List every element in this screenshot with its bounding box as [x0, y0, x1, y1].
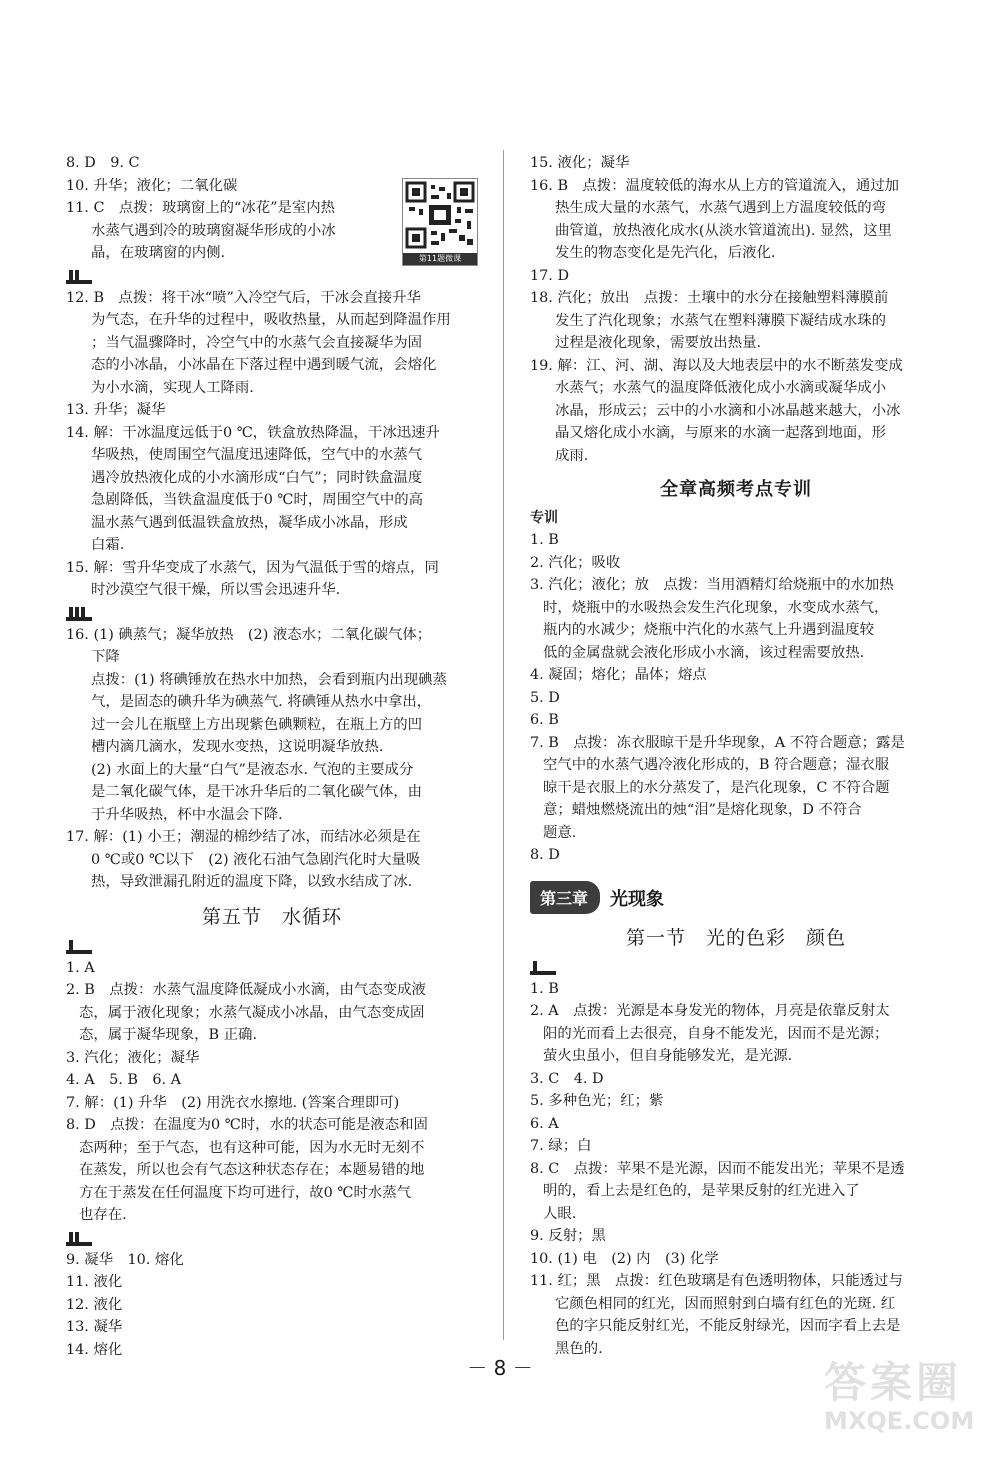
- answer-line: 9. 凝华 10. 熔化: [66, 1251, 184, 1268]
- chapter-heading: [530, 881, 942, 915]
- answer-line: 5. D: [530, 689, 560, 706]
- answer-line: 8. D 9. C: [66, 155, 140, 171]
- answer-line: 1. A: [66, 959, 95, 976]
- answer-line: 2. 汽化；吸收: [530, 554, 621, 571]
- answer-line: 气，是固态的碘升华为碘蒸气. 将碘锤从热水中拿出，: [91, 694, 432, 710]
- answer-line: 14. 解：干冰温度远低于0 ℃，铁盒放热降温，干冰迅速升: [66, 424, 440, 441]
- answer-line: 7. B 点拨：冻衣服晾干是升华现象，A 不符合题意；露是: [530, 734, 905, 751]
- answer-line: 它颜色相同的红光，因而照射到白墙有红色的光斑. 红: [555, 1295, 896, 1312]
- chapter-badge: 第三章: [530, 881, 600, 914]
- answer-line: 人眼.: [543, 1205, 577, 1222]
- answer-line: 也存在.: [79, 1207, 127, 1223]
- answer-line: 热，导致泄漏孔附近的温度下降，以致水结成了冰.: [91, 874, 413, 890]
- answer-line: 6. B: [530, 712, 559, 728]
- answer-line: 时沙漠空气很干燥，所以雪会迅速升华.: [91, 582, 341, 598]
- answer-line: 1. B: [530, 532, 559, 548]
- answer-line: 是二氧化碳气体，是干冰升华后的二氧化碳气体，由: [91, 784, 422, 800]
- answer-line: 晶又熔化成小水滴，与原来的水滴一起落到地面，形: [555, 425, 886, 441]
- answer-line: 16. B 点拨：温度较低的海水从上方的管道流入，通过加: [530, 177, 900, 194]
- level-bars-icon: [66, 938, 92, 954]
- answer-line: 8. D: [530, 847, 560, 863]
- answer-line: 遇冷放热液化成的小水滴形成“白气”；同时铁盒温度: [91, 469, 423, 486]
- level-1-marker: [66, 935, 478, 957]
- answer-line: 意；蜡烛燃烧流出的烛“泪”是熔化现象，D 不符合: [543, 802, 862, 818]
- qr-code: [402, 178, 478, 266]
- level-2-marker: [66, 1227, 478, 1249]
- answer-line: 黑色的.: [555, 1340, 603, 1357]
- answer-line: 华吸热，使周围空气温度迅速降低，空气中的水蒸气: [91, 447, 422, 463]
- answer-line: 于升华吸热，杯中水温会下降.: [91, 806, 283, 823]
- answer-line: 萤火虫虽小，但自身能够发光，是光源.: [543, 1048, 793, 1064]
- answer-line: 3. 汽化；液化；放 点拨：当用酒精灯给烧瓶中的水加热: [530, 577, 894, 593]
- answer-line: ；当气温骤降时，冷空气中的水蒸气会直接凝华为固: [91, 334, 422, 351]
- watermark-stamp-text: 答案圈: [824, 1358, 963, 1407]
- answer-line: 8. D 点拨：在温度为0 ℃时，水的状态可能是液态和固: [66, 1117, 428, 1133]
- answer-line: 在蒸发，所以也会有气态这种状态存在；本题易错的地: [79, 1162, 425, 1178]
- answer-line: 热生成大量的水蒸气，水蒸气遇到上方温度较低的弯: [555, 200, 886, 216]
- answer-line: 晶，在玻璃窗的内侧.: [91, 245, 226, 261]
- answer-line: 时，烧瓶中的水吸热会发生汽化现象，水变成水蒸气，: [543, 599, 889, 616]
- answer-line: 急剧降低，当铁盒温度低于0 ℃时，周围空气中的高: [91, 492, 424, 508]
- answer-line: 3. C 4. D: [530, 1070, 604, 1087]
- answer-line: 7. 解：(1) 升华 (2) 用洗衣水擦地. (答案合理即可): [66, 1094, 400, 1111]
- answer-line: 11. 红；黑 点拨：红色玻璃是有色透明物体，只能透过与: [530, 1273, 903, 1289]
- answer-line: 4. A 5. B 6. A: [66, 1072, 182, 1088]
- answer-line: 为气态，在升华的过程中，吸收热量，从而起到降温作用: [91, 312, 451, 328]
- answer-line: 晾干是衣服上的水分蒸发了，是汽化现象，C 不符合题: [543, 779, 890, 796]
- answer-line: 1. B: [530, 980, 559, 997]
- column-divider: [503, 150, 504, 1340]
- answer-line: 13. 升华；凝华: [66, 402, 166, 418]
- answer-line: 为小水滴，实现人工降雨.: [91, 379, 254, 396]
- answer-line: 10. (1) 电 (2) 内 (3) 化学: [530, 1250, 719, 1267]
- watermark-stamp-url: MXQE.COM: [824, 1407, 975, 1435]
- answer-line: 下降: [91, 649, 120, 665]
- answer-line: 16. (1) 碘蒸气；凝华放热 (2) 液态水；二氧化碳气体；: [66, 626, 432, 643]
- answer-line: 槽内滴几滴水，发现水变热，这说明凝华放热.: [91, 739, 384, 755]
- answer-line: 10. 升华；液化；二氧化碳: [66, 177, 238, 194]
- answer-line: 瓶内的水减少；烧瓶中汽化的水蒸气上升遇到温度较: [543, 622, 874, 638]
- answer-line: 曲管道，放热液化成水(从淡水管道流出). 显然，这里: [555, 222, 892, 239]
- answer-line: 明的，看上去是红色的，是苹果反射的红光进入了: [543, 1183, 860, 1199]
- answer-line: 空气中的水蒸气遇冷液化形成的，B 符合题意；湿衣服: [543, 757, 890, 773]
- answer-line: 态，属于液化现象；水蒸气凝成小冰晶，由气态变成固: [79, 1004, 425, 1021]
- answer-line: 色的字只能反射红光，不能反射绿光，因而字看上去是: [555, 1318, 901, 1334]
- left-column: [66, 152, 478, 1361]
- answer-line: 19. 解：江、河、湖、海以及大地表层中的水不断蒸发变成: [530, 357, 903, 374]
- answer-line: 点拨：(1) 将碘锤放在热水中加热，会看到瓶内出现碘蒸: [91, 671, 447, 688]
- answer-line: 9. 反射；黑: [530, 1228, 606, 1244]
- qr-caption: 第11题微课: [403, 253, 477, 265]
- answer-line: 温水蒸气遇到低温铁盒放热，凝华成小冰晶，形成: [91, 514, 408, 531]
- answer-line: 冰晶，形成云；云中的小水滴和小冰晶越来越大，小冰: [555, 402, 901, 419]
- page-number: － 8 －: [467, 1356, 533, 1380]
- answer-line: 12. 液化: [66, 1296, 123, 1313]
- answer-line: 低的金属盘就会液化形成小水滴，该过程需要放热.: [543, 644, 865, 661]
- answer-line: 4. 凝固；熔化；晶体；熔点: [530, 667, 707, 683]
- right-column: [530, 152, 942, 1360]
- level-bars-icon: [66, 605, 92, 621]
- section-title: 全章高频考点专训: [660, 479, 812, 500]
- answer-line: 7. 绿；白: [530, 1138, 592, 1154]
- answer-line: 过程是液化现象，需要放出热量.: [555, 335, 762, 351]
- answer-line: 11. C 点拨：玻璃窗上的“冰花”是室内热: [66, 200, 336, 216]
- answer-line: 态，属于凝华现象，B 正确.: [79, 1027, 258, 1043]
- level-3-marker: [66, 602, 478, 624]
- answer-line: 17. 解：(1) 小王；潮湿的棉纱结了冰，而结冰必须是在: [66, 829, 421, 845]
- answer-line: 2. B 点拨：水蒸气温度降低凝成小水滴，由气态变成液: [66, 982, 426, 998]
- level-1-marker: [530, 956, 942, 978]
- answer-line: 13. 凝华: [66, 1319, 123, 1335]
- answer-line: 17. D: [530, 267, 569, 284]
- answer-line: (2) 水面上的大量“白气”是液态水. 气泡的主要成分: [91, 761, 414, 778]
- answer-line: 方在于蒸发在任何温度下均可进行，故0 ℃时水蒸气: [79, 1184, 412, 1201]
- chapter-title: 光现象: [610, 888, 665, 910]
- answer-line: 成雨.: [555, 447, 589, 464]
- answer-line: 2. A 点拨：光源是本身发光的物体，月亮是依靠反射太: [530, 1003, 890, 1019]
- qr-code-icon: [403, 179, 477, 251]
- answer-line: 18. 汽化；放出 点拨：土壤中的水分在接触塑料薄膜前: [530, 290, 889, 306]
- answer-line: 0 ℃或0 ℃以下 (2) 液化石油气急剧汽化时大量吸: [91, 851, 421, 868]
- answer-line: 11. 液化: [66, 1274, 123, 1290]
- level-bars-icon: [66, 1230, 92, 1246]
- level-bars-icon: [66, 268, 92, 284]
- answer-line: 过一会儿在瓶壁上方出现紫色碘颗粒，在瓶上方的凹: [91, 716, 422, 733]
- answer-line: 水蒸气；水蒸气的温度降低液化成小水滴或凝华成小: [555, 380, 886, 396]
- answer-line: 12. B 点拨：将干冰“喷”入冷空气后，干冰会直接升华: [66, 289, 421, 306]
- answer-line: 白霜.: [91, 537, 125, 553]
- answer-line: 态两种；至于气态，也有这种可能，因为水无时无刻不: [79, 1139, 425, 1156]
- answer-line: 5. 多种色光；红；紫: [530, 1093, 664, 1109]
- answer-line: 发生的物态变化是先汽化，后液化.: [555, 245, 776, 261]
- answer-line: 态的小冰晶，小冰晶在下落过程中遇到暖气流，会熔化: [91, 357, 437, 373]
- answer-line: 15. 解：雪升华变成了水蒸气，因为气温低于雪的熔点，同: [66, 559, 439, 576]
- answer-line: 水蒸气遇到冷的玻璃窗凝华形成的小冰: [91, 222, 336, 239]
- level-2-marker: [66, 265, 478, 287]
- subsection-label: 专训: [530, 510, 558, 526]
- answer-line: 阳的光而看上去很亮，自身不能发光，因而不是光源；: [543, 1025, 889, 1042]
- answer-line: 题意.: [543, 824, 577, 841]
- answer-line: 8. C 点拨：苹果不是光源，因而不能发出光；苹果不是透: [530, 1160, 905, 1177]
- answer-line: 6. A: [530, 1115, 559, 1132]
- level-bars-icon: [530, 959, 556, 975]
- answer-line: 14. 熔化: [66, 1341, 123, 1358]
- answer-line: 15. 液化；凝华: [530, 155, 630, 171]
- answer-line: 发生了汽化现象；水蒸气在塑料薄膜下凝结成水珠的: [555, 312, 886, 329]
- section-title: 第五节 水循环: [201, 905, 342, 928]
- section-title: 第一节 光的色彩 颜色: [625, 926, 846, 949]
- answer-line: 3. 汽化；液化；凝华: [66, 1049, 200, 1066]
- watermark-stamp: [824, 1359, 974, 1451]
